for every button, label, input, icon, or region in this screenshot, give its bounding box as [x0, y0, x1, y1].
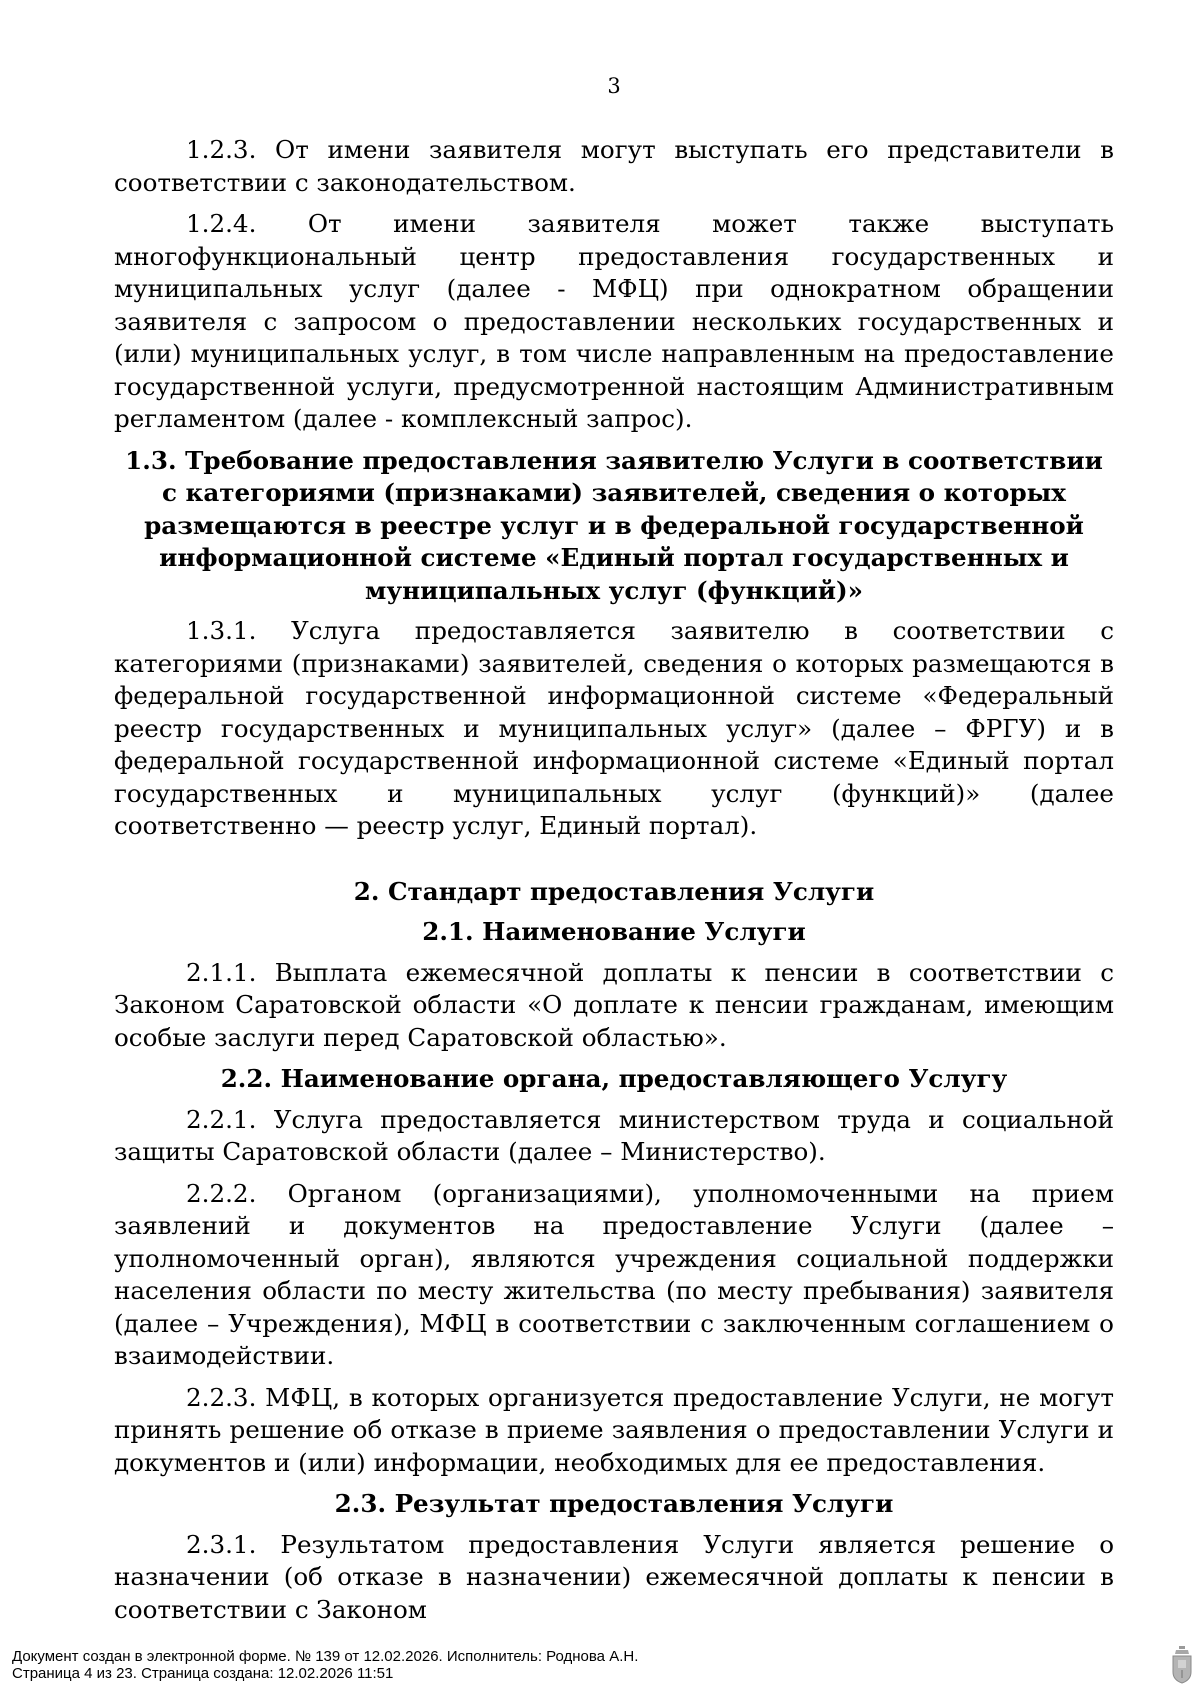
chapter-spacer [114, 852, 1114, 876]
paragraph-2-2-2: 2.2.2. Органом (организациями), уполномоченными на прием заявлений и документов на предоставление Услуги (далее – уполномоченный орган), являются учреждения социальной поддержки населения области по месту жительства (по месту пребывания) заявителя (далее – Учреждения), МФЦ в соответствии с заключенным соглашением о взаимодействии. [114, 1178, 1114, 1370]
page-number: 3 [607, 74, 621, 98]
heading-2-2: 2.2. Наименование органа, предоставляющего Услугу [220, 1064, 1008, 1093]
footer-line-2: Страница 4 из 23. Страница создана: 12.02.2026 11:51 [12, 1665, 394, 1682]
emblem-icon [1170, 1646, 1194, 1684]
paragraph-1-2-3: 1.2.3. От имени заявителя могут выступать его представители в соответствии с законодательством. [114, 135, 1114, 197]
heading-chapter-2: 2. Стандарт предоставления Услуги [353, 876, 875, 906]
heading-2-3: 2.3. Результат предоставления Услуги [334, 1489, 894, 1518]
paragraph-2-2-1: 2.2.1. Услуга предоставляется министерством труда и социальной защиты Саратовской области (далее – Министерство). [114, 1104, 1114, 1166]
document-body [114, 134, 1114, 1635]
document-footer [12, 1648, 638, 1682]
paragraph-1-2-4: 1.2.4. От имени заявителя может также выступать многофункциональный центр предоставления государственных и муниципальных услуг (далее - МФЦ) при однократном обращении заявителя с запросом о предоставлении нескольких государственных и (или) муниципальных услуг, в том числе направленным на предоставление государственной услуги, предусмотренной настоящим Административным регламентом (далее - комплексный запрос). [114, 209, 1114, 433]
heading-1-3: 1.3. Требование предоставления заявителю Услуги в соответствии с категориями (признаками) заявителей, сведения о которых размещаются в реестре услуг и в федеральной государственной информационной системе «Единый портал государственных и муниципальных услуг (функций)» [125, 445, 1103, 605]
paragraph-2-1-1: 2.1.1. Выплата ежемесячной доплаты к пенсии в соответствии с Законом Саратовской области «О доплате к пенсии гражданам, имеющим особые заслуги перед Саратовской областью». [114, 957, 1114, 1052]
footer-line-1: Документ создан в электронной форме. № 139 от 12.02.2026. Исполнитель: Роднова А.Н. [12, 1648, 639, 1665]
paragraph-2-3-1: 2.3.1. Результатом предоставления Услуги является решение о назначении (об отказе в назначении) ежемесячной доплаты к пенсии в соответствии с Законом [114, 1529, 1114, 1624]
paragraph-1-3-1: 1.3.1. Услуга предоставляется заявителю в соответствии с категориями (признаками) заявителей, сведения о которых размещаются в федеральной государственной информационной системе «Федеральный реестр государственных и муниципальных услуг» (далее – ФРГУ) и в федеральной государственной информационной системе «Единый портал государственных и муниципальных услуг (функций)» (далее соответственно — реестр услуг, Единый портал). [114, 616, 1114, 840]
heading-2-1: 2.1. Наименование Услуги [422, 917, 806, 946]
paragraph-2-2-3: 2.2.3. МФЦ, в которых организуется предоставление Услуги, не могут принять решение об отказе в приеме заявления о предоставлении Услуги и документов и (или) информации, необходимых для ее предоставления. [114, 1382, 1114, 1477]
